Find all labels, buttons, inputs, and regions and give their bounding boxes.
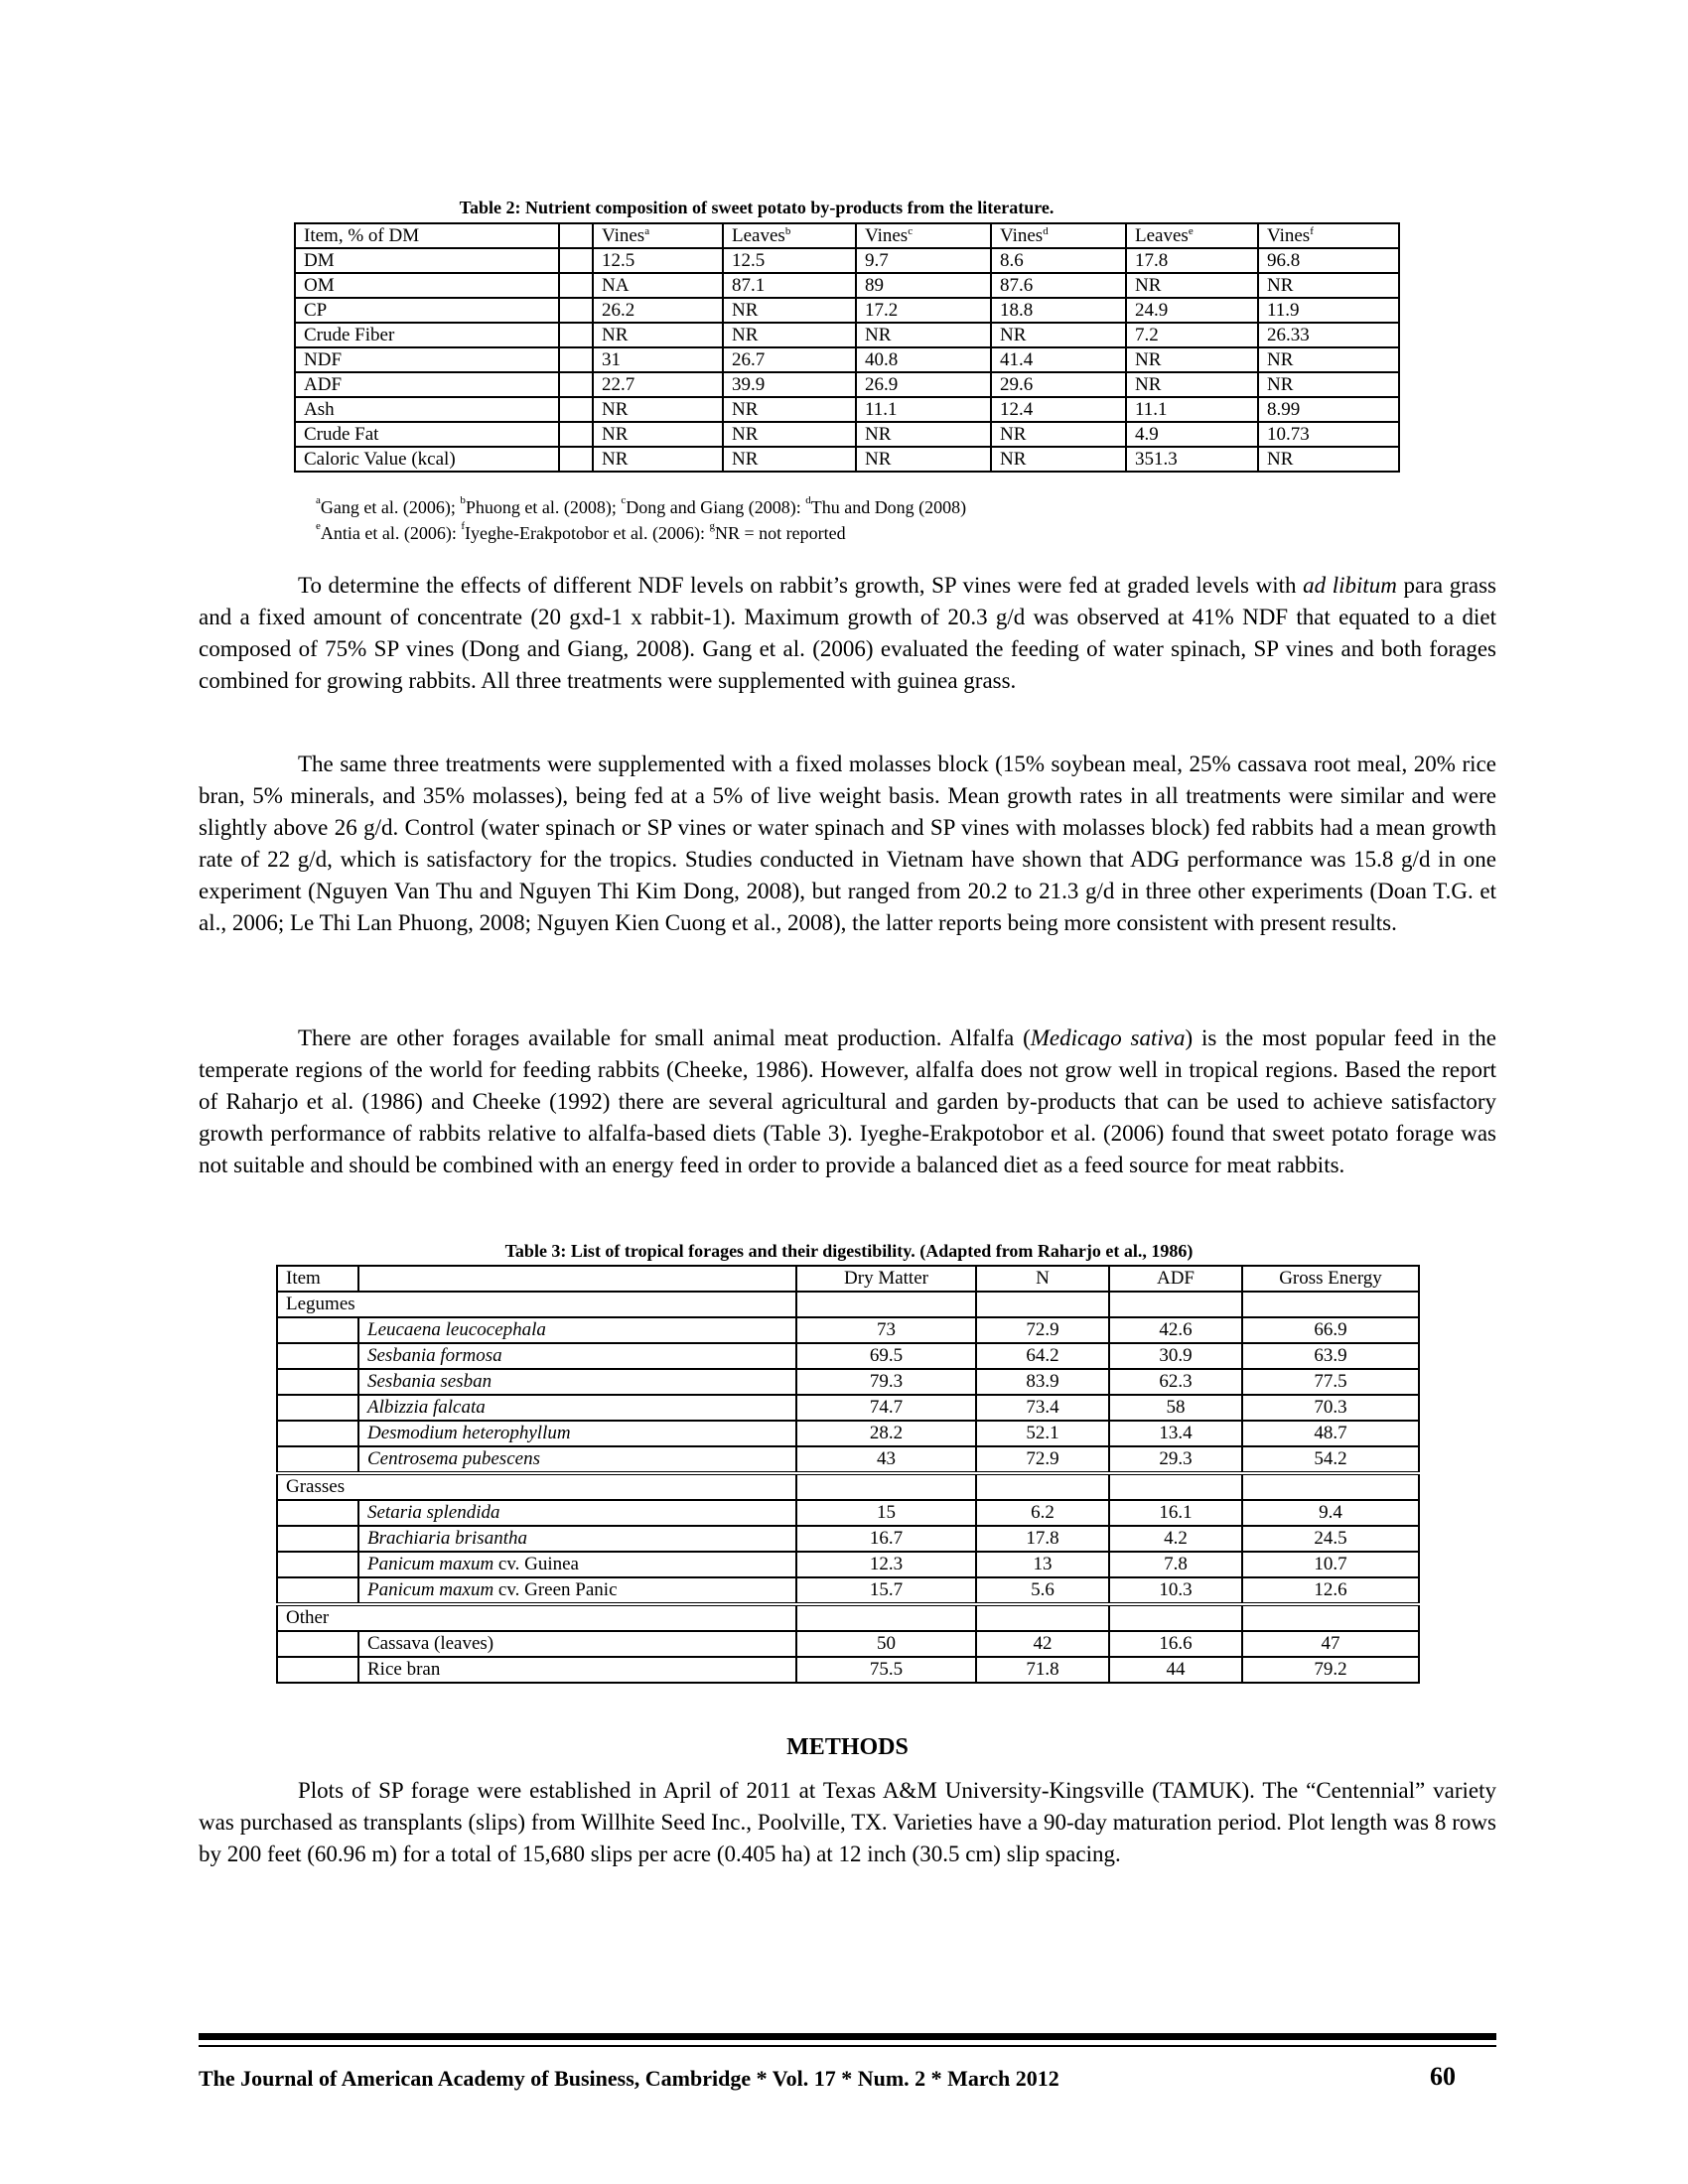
table3-forage-name: Cassava (leaves) bbox=[358, 1631, 796, 1657]
table3-value-cell: 15 bbox=[796, 1500, 976, 1526]
paragraph-molasses-block: The same three treatments were supplemented with a fixed molasses block (15% soybean meal, 25% cassava root meal, 20% rice bran, 5% minerals, and 35% molasses), being fed at a 5% of live weight basis. Mean growth rates in all treatments were similar and were slightly above 26 g/d. Control (water spinach or SP vines or water spinach and SP vines with molasses block) fed rabbits had a mean growth rate of 22 g/d, which is satisfactory for the tropics. Studies conducted in Vietnam have shown that ADG performance was 15.8 g/d in one experiment (Nguyen Van Thu and Nguyen Thi Kim Dong, 2008), but ranged from 20.2 to 21.3 g/d in three other experiments (Doan T.G. et al., 2006; Le Thi Lan Phuong, 2008; Nguyen Kien Cuong et al., 2008), the latter reports being more consistent with present results. bbox=[199, 751, 1496, 935]
table3-group-row bbox=[277, 1292, 1419, 1317]
table2-spacer-cell bbox=[559, 273, 593, 298]
table2-header-col: Leaves$^e$ bbox=[1126, 223, 1258, 248]
table3-forage-name: Rice bran bbox=[358, 1657, 796, 1683]
table3-header-spacer bbox=[358, 1266, 796, 1292]
table2-row bbox=[295, 372, 1399, 397]
table3-forage-name: Brachiaria brisantha bbox=[358, 1526, 796, 1552]
table2-row bbox=[295, 298, 1399, 323]
table3-value-cell: 15.7 bbox=[796, 1577, 976, 1604]
table3-row bbox=[277, 1552, 1419, 1577]
table3-forage-name: Panicum maxum cv. Green Panic bbox=[358, 1577, 796, 1604]
table2-spacer-cell bbox=[559, 223, 593, 248]
table2-value-cell: 26.9 bbox=[856, 372, 991, 397]
table3-value-cell: 75.5 bbox=[796, 1657, 976, 1683]
table3-value-cell: 74.7 bbox=[796, 1395, 976, 1421]
table3-value-cell: 42.6 bbox=[1109, 1317, 1242, 1343]
table2-value-cell: 89 bbox=[856, 273, 991, 298]
table3-value-cell: 66.9 bbox=[1242, 1317, 1419, 1343]
table3-value-cell: 58 bbox=[1109, 1395, 1242, 1421]
table3-indent-cell bbox=[277, 1577, 358, 1604]
table2-row bbox=[295, 347, 1399, 372]
table3-row bbox=[277, 1500, 1419, 1526]
table3-forage-name: Sesbania formosa bbox=[358, 1343, 796, 1369]
table3-indent-cell bbox=[277, 1343, 358, 1369]
table2-item-cell: CP bbox=[295, 298, 559, 323]
table3-row bbox=[277, 1317, 1419, 1343]
table3-empty-cell bbox=[1109, 1604, 1242, 1631]
table3-value-cell: 44 bbox=[1109, 1657, 1242, 1683]
table3-forage-name: Leucaena leucocephala bbox=[358, 1317, 796, 1343]
table2-item-cell: NDF bbox=[295, 347, 559, 372]
table2-value-cell: 4.9 bbox=[1126, 422, 1258, 447]
table3-indent-cell bbox=[277, 1657, 358, 1683]
table2-value-cell: 17.8 bbox=[1126, 248, 1258, 273]
table2-spacer-cell bbox=[559, 323, 593, 347]
footer-rule-thick bbox=[199, 2033, 1496, 2040]
table2-header-row bbox=[295, 223, 1399, 248]
table2-value-cell: NR bbox=[723, 397, 856, 422]
table2-header-col: Vines$^a$ bbox=[593, 223, 723, 248]
table2-item-cell: Caloric Value (kcal) bbox=[295, 447, 559, 472]
table3-row bbox=[277, 1343, 1419, 1369]
table3-row bbox=[277, 1577, 1419, 1604]
table3-value-cell: 62.3 bbox=[1109, 1369, 1242, 1395]
table2-value-cell: 87.1 bbox=[723, 273, 856, 298]
table3-value-cell: 63.9 bbox=[1242, 1343, 1419, 1369]
table2-value-cell: NR bbox=[723, 447, 856, 472]
table2-value-cell: NR bbox=[593, 323, 723, 347]
table3-value-cell: 5.6 bbox=[976, 1577, 1109, 1604]
table2-value-cell: NR bbox=[1258, 347, 1399, 372]
footer-rule-thin bbox=[199, 2045, 1496, 2047]
table2-spacer-cell bbox=[559, 422, 593, 447]
table3-value-cell: 28.2 bbox=[796, 1421, 976, 1446]
table2-value-cell: 41.4 bbox=[991, 347, 1126, 372]
table2 bbox=[294, 222, 1400, 473]
table3-value-cell: 50 bbox=[796, 1631, 976, 1657]
table2-value-cell: NR bbox=[723, 323, 856, 347]
table2-value-cell: 96.8 bbox=[1258, 248, 1399, 273]
table2-value-cell: NR bbox=[593, 397, 723, 422]
table3-row bbox=[277, 1421, 1419, 1446]
table2-item-cell: Crude Fiber bbox=[295, 323, 559, 347]
journal-footer: The Journal of American Academy of Business, Cambridge * Vol. 17 * Num. 2 * March 2012 bbox=[199, 2066, 1059, 2091]
table2-spacer-cell bbox=[559, 248, 593, 273]
table3-group-label: Grasses bbox=[277, 1473, 796, 1500]
table2-value-cell: 26.33 bbox=[1258, 323, 1399, 347]
table2-value-cell: 10.73 bbox=[1258, 422, 1399, 447]
table3-value-cell: 73.4 bbox=[976, 1395, 1109, 1421]
table3-value-cell: 13 bbox=[976, 1552, 1109, 1577]
table2-spacer-cell bbox=[559, 372, 593, 397]
table3-value-cell: 70.3 bbox=[1242, 1395, 1419, 1421]
table3-value-cell: 72.9 bbox=[976, 1446, 1109, 1473]
table2-footnote-line1: $^a$Gang et al. (2006); $^b$Phuong et al. (2008); $^c$Dong and Giang (2008): $^d$Thu and Dong (2008) bbox=[316, 494, 967, 517]
table3-header-col: Dry Matter bbox=[796, 1266, 976, 1292]
table3-caption: Table 3: List of tropical forages and their digestibility. (Adapted from Raharjo et al., 1986) bbox=[504, 1241, 1194, 1261]
table3-empty-cell bbox=[1109, 1292, 1242, 1317]
table2-row bbox=[295, 422, 1399, 447]
table2-footnote-line2: $^e$Antia et al. (2006): $^f$Iyeghe-Erakpotobor et al. (2006): $^g$NR = not reported bbox=[316, 520, 846, 543]
table2-value-cell: NR bbox=[1258, 372, 1399, 397]
table2-header-col: Vines$^d$ bbox=[991, 223, 1126, 248]
table2-spacer-cell bbox=[559, 447, 593, 472]
table2-row bbox=[295, 397, 1399, 422]
table3-value-cell: 29.3 bbox=[1109, 1446, 1242, 1473]
table2-value-cell: 26.2 bbox=[593, 298, 723, 323]
table2-value-cell: 351.3 bbox=[1126, 447, 1258, 472]
table3-forage-name: Panicum maxum cv. Guinea bbox=[358, 1552, 796, 1577]
table2-value-cell: NR bbox=[723, 298, 856, 323]
table2-value-cell: 12.5 bbox=[593, 248, 723, 273]
table3-value-cell: 71.8 bbox=[976, 1657, 1109, 1683]
table3-empty-cell bbox=[1242, 1604, 1419, 1631]
table3-value-cell: 48.7 bbox=[1242, 1421, 1419, 1446]
table3-forage-name: Sesbania sesban bbox=[358, 1369, 796, 1395]
table3-row bbox=[277, 1369, 1419, 1395]
table2-value-cell: NR bbox=[1126, 347, 1258, 372]
table3-value-cell: 69.5 bbox=[796, 1343, 976, 1369]
table2-row bbox=[295, 273, 1399, 298]
table2-spacer-cell bbox=[559, 397, 593, 422]
table2-row bbox=[295, 248, 1399, 273]
table3-group-label: Other bbox=[277, 1604, 796, 1631]
paragraph-methods: Plots of SP forage were established in April of 2011 at Texas A&M University-Kingsville (TAMUK). The “Centennial” variety was purchased as transplants (slips) from Willhite Seed Inc., Poolville, TX. Varieties have a 90-day maturation period. Plot length was 8 rows by 200 feet (60.96 m) for a total of 15,680 slips per acre (0.405 ha) at 12 inch (30.5 cm) slip spacing. bbox=[199, 1778, 1496, 1866]
table3-header-col: ADF bbox=[1109, 1266, 1242, 1292]
table3-row bbox=[277, 1631, 1419, 1657]
table2-value-cell: 7.2 bbox=[1126, 323, 1258, 347]
table3-indent-cell bbox=[277, 1317, 358, 1343]
table2-value-cell: 87.6 bbox=[991, 273, 1126, 298]
table3-header-item: Item bbox=[277, 1266, 358, 1292]
table2-value-cell: 22.7 bbox=[593, 372, 723, 397]
page-number: 60 bbox=[1430, 2062, 1456, 2091]
table3-indent-cell bbox=[277, 1552, 358, 1577]
table3-header-col: Gross Energy bbox=[1242, 1266, 1419, 1292]
table2-spacer-cell bbox=[559, 298, 593, 323]
table2-value-cell: 17.2 bbox=[856, 298, 991, 323]
paragraph-other-forages: There are other forages available for small animal meat production. Alfalfa (Medicago sativa) is the most popular feed in the temperate regions of the world for feeding rabbits (Cheeke, 1986). However, alfalfa does not grow well in tropical regions. Based the report of Raharjo et al. (1986) and Cheeke (1992) there are several agricultural and garden by-products that can be used to achieve satisfactory growth performance of rabbits relative to alfalfa-based diets (Table 3). Iyeghe-Erakpotobor et al. (2006) found that sweet potato forage was not suitable and should be combined with an energy feed in order to provide a balanced diet as a feed source for meat rabbits. bbox=[199, 1025, 1497, 1177]
table3-empty-cell bbox=[1242, 1473, 1419, 1500]
table3-value-cell: 10.7 bbox=[1242, 1552, 1419, 1577]
table3-empty-cell bbox=[796, 1292, 976, 1317]
table2-value-cell: 12.4 bbox=[991, 397, 1126, 422]
table3-indent-cell bbox=[277, 1446, 358, 1473]
table3-forage-name: Albizzia falcata bbox=[358, 1395, 796, 1421]
table3-value-cell: 79.2 bbox=[1242, 1657, 1419, 1683]
table3-empty-cell bbox=[976, 1473, 1109, 1500]
table3-value-cell: 4.2 bbox=[1109, 1526, 1242, 1552]
table2-value-cell: 24.9 bbox=[1126, 298, 1258, 323]
table2-row bbox=[295, 447, 1399, 472]
table3-value-cell: 9.4 bbox=[1242, 1500, 1419, 1526]
table3-value-cell: 64.2 bbox=[976, 1343, 1109, 1369]
table2-value-cell: 26.7 bbox=[723, 347, 856, 372]
table3-row bbox=[277, 1526, 1419, 1552]
table3-value-cell: 72.9 bbox=[976, 1317, 1109, 1343]
table3-value-cell: 73 bbox=[796, 1317, 976, 1343]
table2-footnotes bbox=[316, 494, 1259, 546]
table2-item-cell: Crude Fat bbox=[295, 422, 559, 447]
table3-group-row bbox=[277, 1604, 1419, 1631]
table2-value-cell: NR bbox=[991, 447, 1126, 472]
table2-header-col: Vines$^f$ bbox=[1258, 223, 1399, 248]
table3-value-cell: 7.8 bbox=[1109, 1552, 1242, 1577]
table3-value-cell: 24.5 bbox=[1242, 1526, 1419, 1552]
table3-empty-cell bbox=[1242, 1292, 1419, 1317]
table2-value-cell: NR bbox=[1126, 372, 1258, 397]
table2-value-cell: 29.6 bbox=[991, 372, 1126, 397]
table3-value-cell: 54.2 bbox=[1242, 1446, 1419, 1473]
table3-value-cell: 16.6 bbox=[1109, 1631, 1242, 1657]
table2-value-cell: 11.1 bbox=[856, 397, 991, 422]
table3-value-cell: 52.1 bbox=[976, 1421, 1109, 1446]
table3-indent-cell bbox=[277, 1421, 358, 1446]
table2-value-cell: NR bbox=[856, 323, 991, 347]
table3-value-cell: 13.4 bbox=[1109, 1421, 1242, 1446]
table3-header-col: N bbox=[976, 1266, 1109, 1292]
table2-value-cell: 11.1 bbox=[1126, 397, 1258, 422]
table3-header-row bbox=[277, 1266, 1419, 1292]
table3-forage-name: Desmodium heterophyllum bbox=[358, 1421, 796, 1446]
table3-indent-cell bbox=[277, 1369, 358, 1395]
table2-value-cell: 12.5 bbox=[723, 248, 856, 273]
table3-empty-cell bbox=[796, 1473, 976, 1500]
table2-spacer-cell bbox=[559, 347, 593, 372]
table3-value-cell: 42 bbox=[976, 1631, 1109, 1657]
table2-header-item: Item, % of DM bbox=[295, 223, 559, 248]
table2-value-cell: NR bbox=[593, 447, 723, 472]
table3-value-cell: 17.8 bbox=[976, 1526, 1109, 1552]
table2-item-cell: OM bbox=[295, 273, 559, 298]
table3-value-cell: 30.9 bbox=[1109, 1343, 1242, 1369]
table2-item-cell: DM bbox=[295, 248, 559, 273]
table2-value-cell: 9.7 bbox=[856, 248, 991, 273]
table2-header-col: Leaves$^b$ bbox=[723, 223, 856, 248]
table2-value-cell: NR bbox=[1258, 273, 1399, 298]
table3-value-cell: 83.9 bbox=[976, 1369, 1109, 1395]
paragraph-ndf-levels: To determine the effects of different NDF levels on rabbit’s growth, SP vines were fed at graded levels with ad libitum para grass and a fixed amount of concentrate (20 gxd-1 x rabbit-1). Maximum growth of 20.3 g/d was observed at 41% NDF that equated to a diet composed of 75% SP vines (Dong and Giang, 2008). Gang et al. (2006) evaluated the feeding of water spinach, SP vines and both forages combined for growing rabbits. All three treatments were supplemented with guinea grass. bbox=[199, 573, 1497, 693]
table2-item-cell: Ash bbox=[295, 397, 559, 422]
table2-value-cell: 39.9 bbox=[723, 372, 856, 397]
table3-value-cell: 43 bbox=[796, 1446, 976, 1473]
table3-empty-cell bbox=[976, 1604, 1109, 1631]
table3-value-cell: 77.5 bbox=[1242, 1369, 1419, 1395]
table3-forage-name: Centrosema pubescens bbox=[358, 1446, 796, 1473]
table2-row bbox=[295, 323, 1399, 347]
table3-row bbox=[277, 1446, 1419, 1473]
table2-value-cell: NR bbox=[991, 323, 1126, 347]
table2-value-cell: NR bbox=[723, 422, 856, 447]
table3-indent-cell bbox=[277, 1631, 358, 1657]
table3-value-cell: 47 bbox=[1242, 1631, 1419, 1657]
table2-value-cell: NA bbox=[593, 273, 723, 298]
table3-value-cell: 79.3 bbox=[796, 1369, 976, 1395]
table2-value-cell: 18.8 bbox=[991, 298, 1126, 323]
methods-heading: METHODS bbox=[786, 1734, 909, 1760]
table2-value-cell: NR bbox=[593, 422, 723, 447]
table3-value-cell: 16.7 bbox=[796, 1526, 976, 1552]
table3-empty-cell bbox=[1109, 1473, 1242, 1500]
table3-row bbox=[277, 1657, 1419, 1683]
table3-empty-cell bbox=[976, 1292, 1109, 1317]
table2-value-cell: NR bbox=[991, 422, 1126, 447]
table2-value-cell: NR bbox=[1258, 447, 1399, 472]
table3-value-cell: 10.3 bbox=[1109, 1577, 1242, 1604]
table3-indent-cell bbox=[277, 1395, 358, 1421]
table2-value-cell: 31 bbox=[593, 347, 723, 372]
table3-value-cell: 6.2 bbox=[976, 1500, 1109, 1526]
table2-value-cell: NR bbox=[1126, 273, 1258, 298]
table3-indent-cell bbox=[277, 1526, 358, 1552]
table3 bbox=[276, 1265, 1420, 1684]
table2-value-cell: 8.99 bbox=[1258, 397, 1399, 422]
table2-value-cell: 11.9 bbox=[1258, 298, 1399, 323]
table3-indent-cell bbox=[277, 1500, 358, 1526]
table3-value-cell: 12.6 bbox=[1242, 1577, 1419, 1604]
table3-group-label: Legumes bbox=[277, 1292, 796, 1317]
table3-row bbox=[277, 1395, 1419, 1421]
table3-empty-cell bbox=[796, 1604, 976, 1631]
table2-value-cell: NR bbox=[856, 447, 991, 472]
table2-item-cell: ADF bbox=[295, 372, 559, 397]
table2-header-col: Vines$^c$ bbox=[856, 223, 991, 248]
table3-group-row bbox=[277, 1473, 1419, 1500]
table2-value-cell: NR bbox=[856, 422, 991, 447]
table2-caption: Table 2: Nutrient composition of sweet potato by-products from the literature. bbox=[459, 198, 1055, 217]
table3-forage-name: Setaria splendida bbox=[358, 1500, 796, 1526]
table2-value-cell: 40.8 bbox=[856, 347, 991, 372]
table3-value-cell: 12.3 bbox=[796, 1552, 976, 1577]
table2-value-cell: 8.6 bbox=[991, 248, 1126, 273]
table3-value-cell: 16.1 bbox=[1109, 1500, 1242, 1526]
